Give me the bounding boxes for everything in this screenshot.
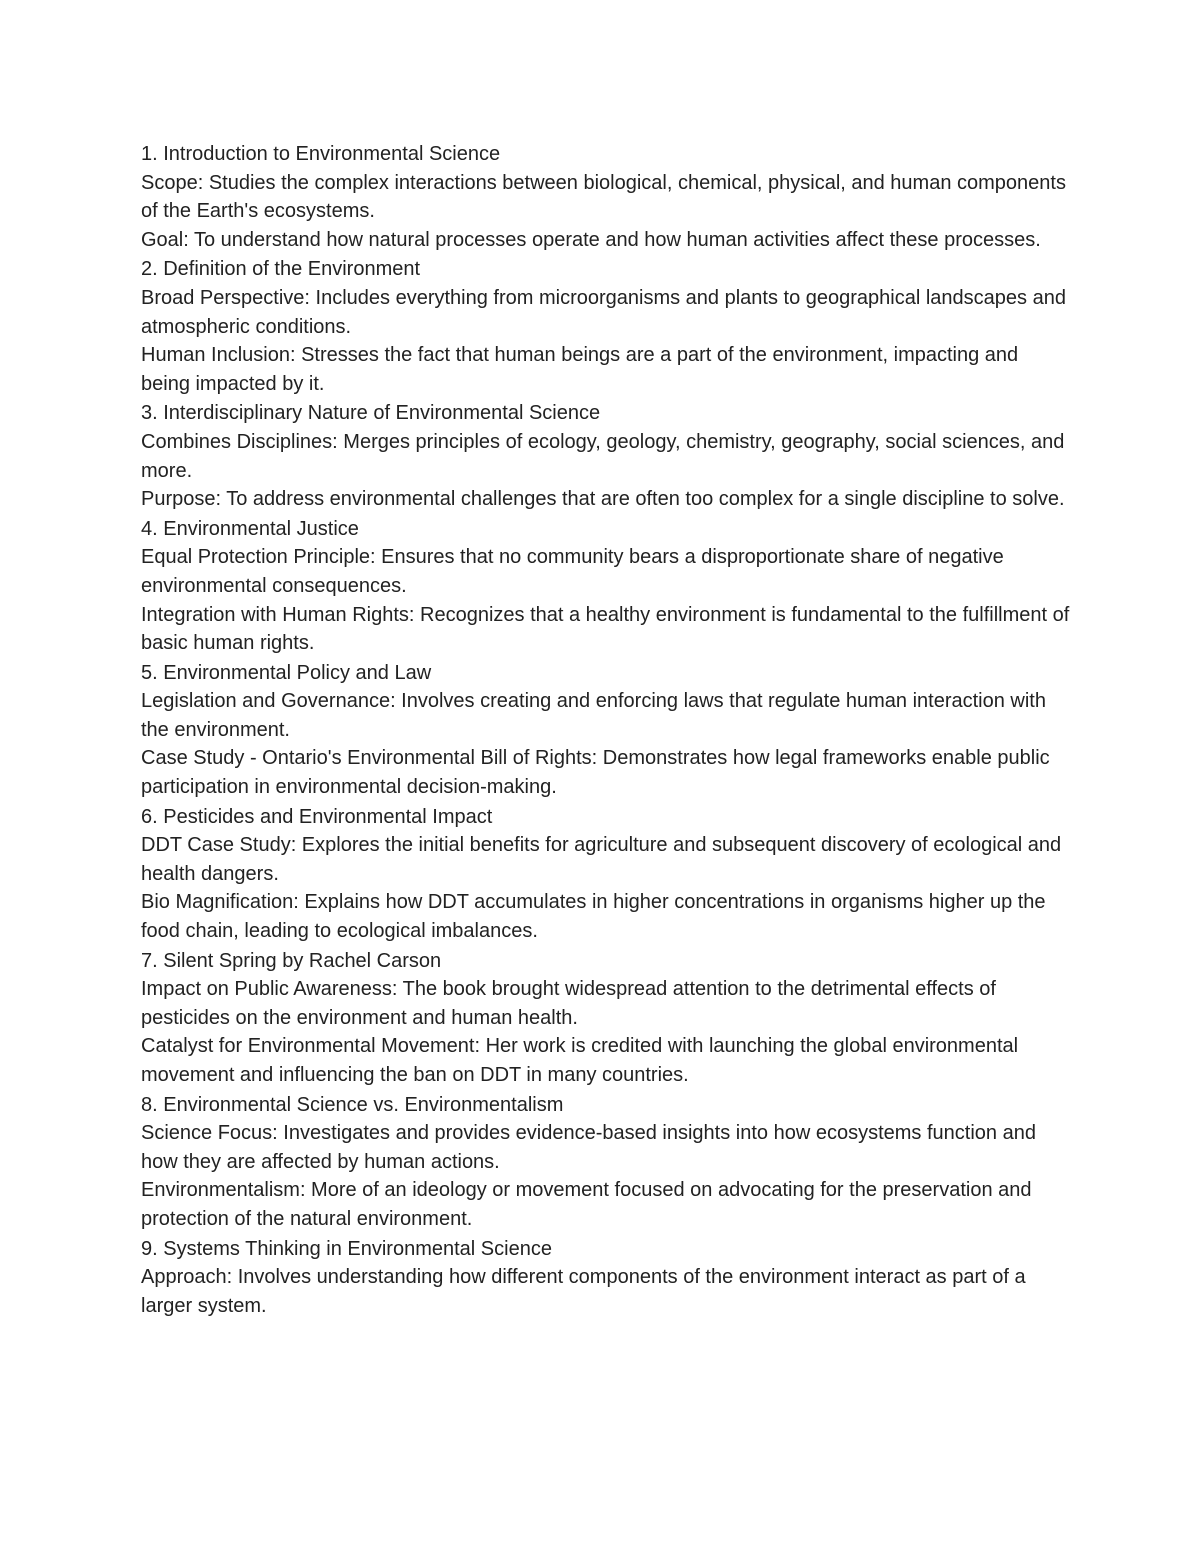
document-body xyxy=(141,139,1071,1320)
section-paragraph: Human Inclusion: Stresses the fact that human beings are a part of the environment, impacting and being impacted by it. xyxy=(141,344,1019,395)
section-paragraph: Impact on Public Awareness: The book brought widespread attention to the detrimental effects of pesticides on the environment and human health. xyxy=(141,978,996,1029)
section-heading: 5. Environmental Policy and Law xyxy=(141,661,432,684)
section-paragraph: DDT Case Study: Explores the initial benefits for agriculture and subsequent discovery of ecological and health dangers. xyxy=(141,834,1062,885)
section-definition xyxy=(141,254,1071,398)
section-introduction xyxy=(141,139,1071,254)
section-policy-law xyxy=(141,658,1071,802)
section-heading: 1. Introduction to Environmental Science xyxy=(141,143,501,165)
section-paragraph: Equal Protection Principle: Ensures that no community bears a disproportionate share of negative environmental consequences. xyxy=(141,546,1004,597)
section-paragraph: Approach: Involves understanding how different components of the environment interact as part of a larger system. xyxy=(141,1266,1026,1317)
section-paragraph: Goal: To understand how natural processes operate and how human activities affect these processes. xyxy=(141,228,1041,251)
section-paragraph: Legislation and Governance: Involves creating and enforcing laws that regulate human interaction with the environment. xyxy=(141,690,1046,741)
section-paragraph: Purpose: To address environmental challenges that are often too complex for a single discipline to solve. xyxy=(141,488,1065,511)
section-heading: 7. Silent Spring by Rachel Carson xyxy=(141,949,442,972)
section-heading: 8. Environmental Science vs. Environmentalism xyxy=(141,1093,564,1116)
section-systems-thinking xyxy=(141,1234,1071,1321)
section-interdisciplinary xyxy=(141,398,1071,513)
section-paragraph: Scope: Studies the complex interactions between biological, chemical, physical, and human components of the Earth's ecosystems. xyxy=(141,171,1066,223)
section-paragraph: Catalyst for Environmental Movement: Her work is credited with launching the global environmental movement and influencing the ban on DDT in many countries. xyxy=(141,1035,1019,1086)
section-heading: 2. Definition of the Environment xyxy=(141,258,421,281)
section-justice xyxy=(141,514,1071,658)
section-paragraph: Combines Disciplines: Merges principles of ecology, geology, chemistry, geography, social sciences, and more. xyxy=(141,430,1065,482)
section-science-vs-environmentalism xyxy=(141,1090,1071,1234)
section-heading: 4. Environmental Justice xyxy=(141,517,359,540)
section-heading: 9. Systems Thinking in Environmental Science xyxy=(141,1237,552,1260)
section-pesticides xyxy=(141,802,1071,946)
section-heading: 6. Pesticides and Environmental Impact xyxy=(141,805,493,828)
section-paragraph: Bio Magnification: Explains how DDT accumulates in higher concentrations in organisms higher up the food chain, leading to ecological imbalances. xyxy=(141,891,1046,943)
section-heading: 3. Interdisciplinary Nature of Environmental Science xyxy=(141,402,601,425)
section-paragraph: Broad Perspective: Includes everything from microorganisms and plants to geographical landscapes and atmospheric conditions. xyxy=(141,286,1066,338)
section-silent-spring xyxy=(141,946,1071,1090)
section-paragraph: Science Focus: Investigates and provides evidence-based insights into how ecosystems function and how they are affected by human actions. xyxy=(141,1122,1036,1173)
section-paragraph: Case Study - Ontario's Environmental Bill of Rights: Demonstrates how legal frameworks enable public participation in environmental decision-making. xyxy=(141,747,1050,799)
section-paragraph: Environmentalism: More of an ideology or movement focused on advocating for the preservation and protection of the natural environment. xyxy=(141,1179,1032,1230)
section-paragraph: Integration with Human Rights: Recognizes that a healthy environment is fundamental to the fulfillment of basic human rights. xyxy=(141,603,1070,655)
